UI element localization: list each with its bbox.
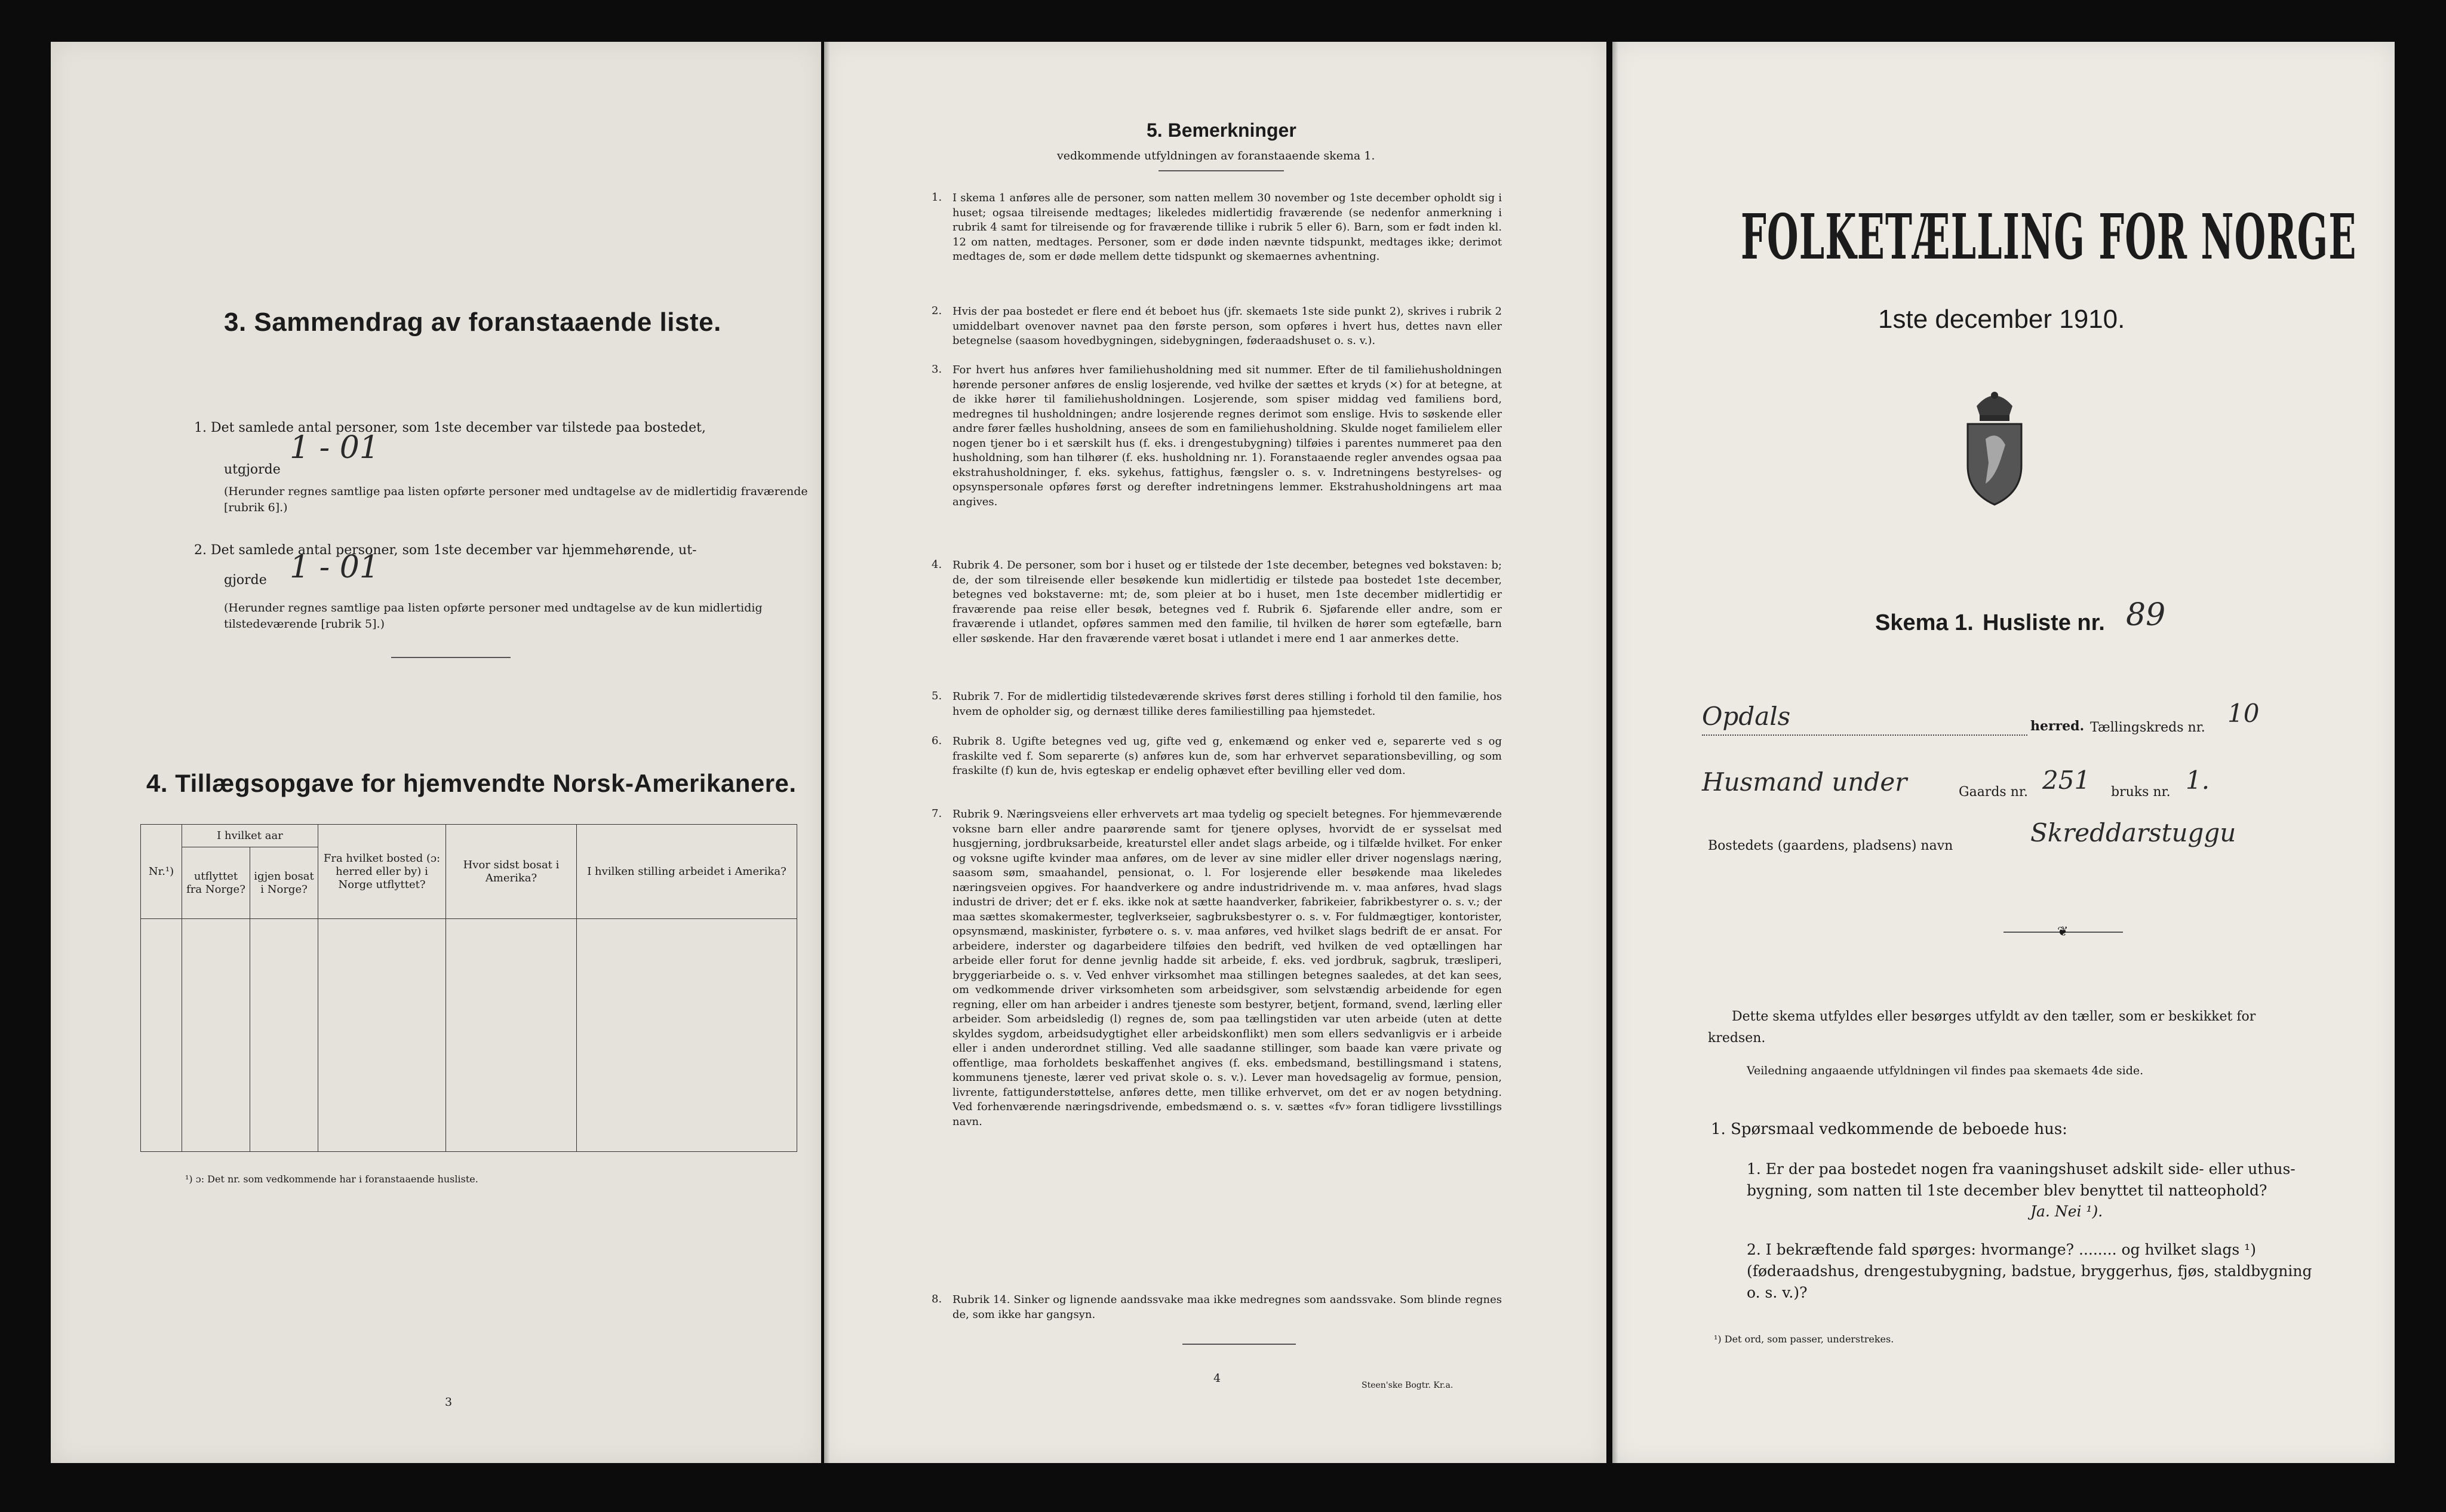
table-cell — [318, 919, 446, 1152]
remarks-title: 5. Bemerkninger — [1147, 119, 1296, 141]
col-from-place: Fra hvilket bosted (ɔ: herred eller by) i Norge utflyttet? — [318, 825, 446, 919]
table-cell — [577, 919, 797, 1152]
item1-value: 1 - 01 — [290, 430, 379, 466]
remark-item-6: Rubrik 8. Ugifte betegnes ved ug, gifte ved g, enkemænd og enker ved e, separerte ved s og fraskilte ved f. Som separerte (s) anføres kun de, som har erhvervet separationsbevilling, og som fraskilte (f) kun de, hvis egteskap er endelig ophævet efter bevilling eller ved dom. — [952, 735, 1502, 777]
occupant-value: Husmand under — [1702, 767, 1907, 797]
page-number-4: 4 — [1213, 1372, 1221, 1385]
question-1: 1. Er der paa bostedet nogen fra vaaningshuset adskilt side- eller uthus-bygning, som natten til 1ste december blev benyttet til natteophold? — [1747, 1160, 2296, 1199]
item-number: 2. — [932, 305, 942, 317]
gaards-label: Gaards nr. — [1959, 785, 2028, 800]
table-cell — [250, 919, 318, 1152]
left-footnote: ¹) ɔ: Det nr. som vedkommende har i foranstaaende husliste. — [185, 1173, 478, 1185]
item-number: 3. — [932, 363, 942, 376]
ornament-icon: ❦ — [2057, 924, 2069, 939]
remark-item-4: Rubrik 4. De personer, som bor i huset og er tilstede der 1ste december, betegnes ved bokstaven: b; de, der som tilreisende eller besøkende kun midlertidig er tilstede paa bostedet 1ste december, betegnes ved bokstaverne: mt; de, som pleier at bo i huset, men 1ste december midlertidig er fraværende paa reise eller besøk, betegnes ved f. Rubrik 6. Sjøfarende eller andre, som er fraværende i utlandet, opføres sammen med den familie, til hvilken de hører som egtefælle, barn eller søskende. Har den fraværende været bosat i utlandet i mere end 1 aar anmerkes dette. — [952, 559, 1502, 645]
schema-label: Skema 1. — [1875, 610, 1974, 635]
coat-of-arms-icon — [1953, 382, 2036, 508]
table-cell — [446, 919, 577, 1152]
intro-note: Veiledning angaaende utfyldningen vil findes paa skemaets 4de side. — [1747, 1064, 2144, 1077]
kreds-label: Tællingskreds nr. — [2090, 720, 2205, 735]
divider — [391, 657, 511, 658]
question-section: 1. Spørsmaal vedkommende de beboede hus: — [1711, 1120, 2067, 1138]
item2-value: 1 - 01 — [290, 549, 379, 585]
bosted-value: Skreddarstuggu — [2030, 818, 2236, 847]
remarks-subtitle: vedkommende utfyldningen av foranstaaende skema 1. — [1057, 149, 1375, 162]
remark-item-2: Hvis der paa bostedet er flere end ét beboet hus (jfr. skemaets 1ste side punkt 2), skrives i rubrik 2 umiddelbart ovenover navnet paa den første person, som opføres i hvert hus, dettes navn eller betegnelse (saasom hovedbygningen, sidebygningen, føderaadshuset o. s. v.). — [952, 305, 1502, 347]
remark-item-5: Rubrik 7. For de midlertidig tilstedeværende skrives først deres stilling i forhold til den familie, hos hvem de opholder sig, og dernæst tillike deres familiestilling paa hjemstedet. — [952, 690, 1502, 718]
question-1-answer: Ja. Nei ¹). — [2030, 1203, 2103, 1220]
section3-title: 3. Sammendrag av foranstaaende liste. — [224, 308, 721, 337]
table-cell — [182, 919, 250, 1152]
item-number: 5. — [932, 690, 942, 702]
right-footnote: ¹) Det ord, som passer, understrekes. — [1714, 1333, 1894, 1345]
item1-text: 1. Det samlede antal personer, som 1ste december var tilstede paa bostedet, — [194, 420, 706, 435]
remark-item-3: For hvert hus anføres hver familiehusholdning med sit nummer. Efter de til familiehusholdningen hørende personer anføres de enslig losjerende, ved hvilke der sættes et kryds (×) for at betegne, at de ikke hører til familiehusholdningen. Losjerende, som spiser middag ved familiens bord, medregnes til husholdningen; andre losjerende regnes derimot som enslige. Hvis to søskende eller andre fører fælles husholdning, ansees de som en familiehusholdning. Skulde noget familielem eller nogen tjener bo i et særskilt hus (f. eks. i drengestubygning) tilføies i parentes nummeret paa den husholdning, som han tilhører (f. eks. husholdning nr. 1). Foranstaaende regler anvendes ogsaa paa ekstrahusholdninger, f. eks. sykehus, fattighus, fængsler o. s. v. Indretningens bestyrelses- og opsynspersonale opføres først og derefter indretningens lemmer. Ekstrahusholdningens art maa angives. — [952, 364, 1502, 508]
kreds-value: 10 — [2227, 699, 2260, 728]
herred-label: herred. — [2030, 718, 2085, 734]
item1-label: utgjorde — [224, 462, 281, 477]
page-number-3: 3 — [445, 1396, 453, 1409]
col-position: I hvilken stilling arbeidet i Amerika? — [577, 825, 797, 919]
col-last-place: Hvor sidst bosat i Amerika? — [446, 825, 577, 919]
bruks-label: bruks nr. — [2111, 785, 2171, 800]
bruks-value: 1. — [2186, 766, 2210, 795]
question-2: 2. I bekræftende fald spørges: hvormange? ........ og hvilket slags ¹) (føderaadshus, drengestubygning, badstue, bryggerhus, fjøs, staldbygning o. s. v.)? — [1747, 1241, 2312, 1301]
bosted-label: Bostedets (gaardens, pladsens) navn — [1708, 838, 1953, 853]
item2-note: (Herunder regnes samtlige paa listen opførte personer med undtagelse av de kun midlertidig tilstedeværende [rubrik 5].) — [224, 601, 763, 631]
remark-item-1: I skema 1 anføres alle de personer, som natten mellem 30 november og 1ste december opholdt sig i huset; ogsaa tilreisende medtages; likeledes midlertidig fraværende (se nedenfor anmerkning i rubrik 4 samt for tilreisende og for fraværende tillike i rubrik 5 eller 6). Barn, som er født inden kl. 12 om natten, medtages. Personer, som er døde inden nævnte tidspunkt, medtages ikke; derimot medtages de, som er døde mellem dette tidspunkt og skemaernes avhentning. — [952, 192, 1502, 263]
col-returned: igjen bosat i Norge? — [250, 847, 318, 919]
census-date: 1ste december 1910. — [1878, 305, 2125, 334]
page-middle — [824, 42, 1606, 1463]
item-number: 8. — [932, 1293, 942, 1305]
section4-title: 4. Tillægsopgave for hjemvendte Norsk-Amerikanere. — [146, 769, 797, 797]
table-cell — [141, 919, 182, 1152]
item-number: 1. — [932, 191, 942, 204]
item1-note: (Herunder regnes samtlige paa listen opførte personer med undtagelse av de midlertidig fraværende [rubrik 6].) — [224, 485, 808, 514]
printer-mark: Steen'ske Bogtr. Kr.a. — [1362, 1381, 1454, 1390]
norsk-amerikanere-table — [140, 824, 797, 1152]
herred-value: Opdals — [1702, 702, 1791, 731]
item-number: 6. — [932, 735, 942, 747]
remark-item-7: Rubrik 9. Næringsveiens eller erhvervets art maa tydelig og specielt betegnes. For hjemmeværende voksne barn eller andre paarørende samt for tjenere oplyses, hvorvidt de er sysselsat med husgjerning, jordbruksarbeide, kreaturstel eller andet slags arbeide, og i tilfælde hvilket. For enker og voksne ugifte kvinder maa anføres, om de lever av sine midler eller driver nogenslags næring, saasom søm, smaahandel, pensionat, o. l. For losjerende eller besøkende maa likeledes næringsveien opgives. For haandverkere og andre industridrivende m. v. maa anføres, hvad slags industri de driver; det er f. eks. ikke nok at sætte haandverker, fabrikeier, fabrikbestyrer o. s. v.; der maa sættes skomakermester, teglverkseier, sagbruksbestyrer o. s. v. For fuldmægtiger, kontorister, opsynsmænd, maskinister, fyrbøtere o. s. v. maa anføres, ved hvilket slags bedrift de er ansat. For arbeidere, inderster og dagarbeidere tilføies den bedrift, ved hvilken de ved optællingen har arbeide eller forut for denne jevnlig hadde sit arbeide, f. eks. ved jordbruk, sagbruk, træsliperi, bryggeriarbeide o. s. v. Ved enhver virksomhet maa stillingen betegnes saaledes, at det kan sees, om vedkommende driver virksomheten som arbeidsgiver, som selvstændig arbeidende for egen regning, eller om han arbeider i andres tjeneste som bestyrer, betjent, formand, svend, lærling eller arbeider. Som arbeidsledig (l) regnes de, som paa tællingstiden var uten arbeide (uten at dette skyldes sygdom, arbeidsudygtighet eller arbeidskonflikt) men som ellers sedvanligvis er i arbeide eller i anden underordnet stilling. Ved alle saadanne stillinger, som baade kan være private og offentlige, maa forholdets beskaffenhet angives (f. eks. embedsmand, bestillingsmand i statens, kommunens tjeneste, lærer ved privat skole o. s. v.). Lever man hovedsagelig av formue, pension, livrente, fattigunderstøttelse, anføres dette, men tillike erhvervet, om det er av nogen betydning. Ved forhenværende næringsdrivende, embedsmænd o. s. v. sættes «fv» foran tidligere livsstillings navn. — [952, 808, 1502, 1128]
col-nr: Nr.¹) — [141, 825, 182, 919]
husliste-value: 89 — [2126, 597, 2166, 633]
item2-text: 2. Det samlede antal personer, som 1ste december var hjemmehørende, ut- — [194, 543, 697, 558]
item-number: 7. — [932, 807, 942, 820]
remark-item-8: Rubrik 14. Sinker og lignende aandssvake maa ikke medregnes som aandssvake. Som blinde regnes de, som ikke har gangsyn. — [952, 1293, 1502, 1321]
item-number: 4. — [932, 558, 942, 571]
intro-text: Dette skema utfyldes eller besørges utfyldt av den tæller, som er beskikket for kredsen. — [1708, 1009, 2256, 1046]
husliste-label: Husliste nr. — [1983, 610, 2105, 635]
census-title: FOLKETÆLLING FOR NORGE — [1741, 200, 2357, 273]
col-group-year: I hvilket aar — [182, 825, 318, 847]
col-emigrated: utflyttet fra Norge? — [182, 847, 250, 919]
page-right — [1612, 42, 2395, 1463]
page-left — [51, 42, 821, 1463]
item2-label: gjorde — [224, 573, 267, 588]
gaards-value: 251 — [2042, 766, 2091, 795]
